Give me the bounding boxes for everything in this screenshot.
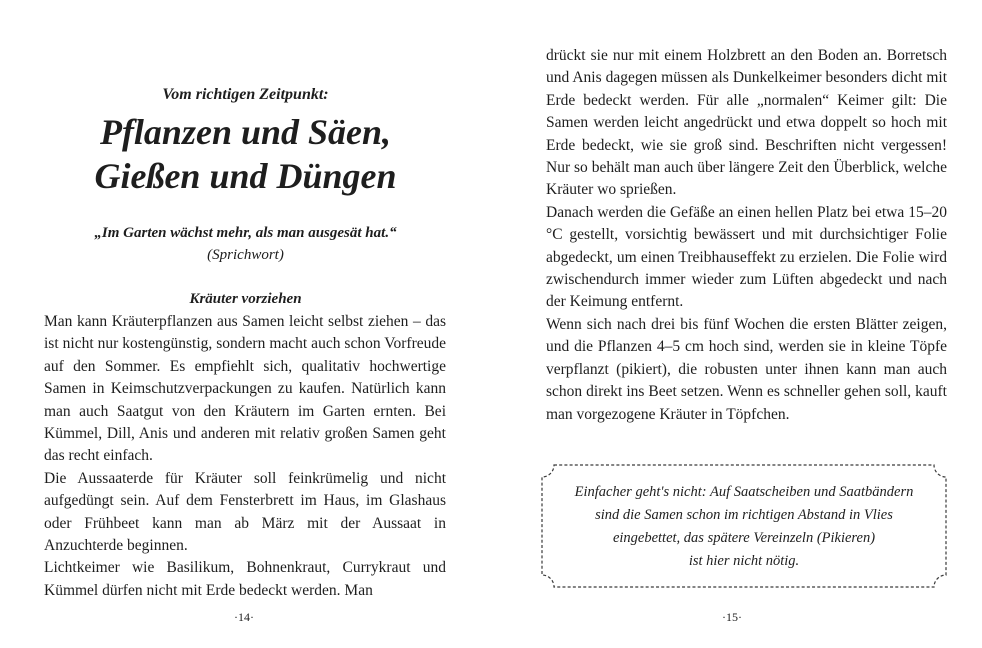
- tip-line: Einfacher geht's nicht: Auf Saatscheiben und Saatbändern: [574, 484, 914, 500]
- right-page: [491, 0, 982, 648]
- tip-text: [550, 481, 938, 573]
- chapter-subtitle: Vom richtigen Zeitpunkt:: [162, 86, 329, 103]
- tip-line: eingebettet, das spätere Vereinzeln (Pikieren): [612, 530, 876, 546]
- chapter-title-line-2: Gießen und Düngen: [94, 156, 397, 196]
- page-number: ·14·: [234, 610, 254, 624]
- tip-line: sind die Samen schon im richtigen Abstand in Vlies: [595, 507, 893, 523]
- paragraph: Man kann Kräuterpflanzen aus Samen leicht selbst ziehen – das ist nicht nur kostengünstig, sondern macht auch schon Vorfreude auf den Sommer. Es empfiehlt sich, qualitativ hochwertige Samen in Keimschutzverpackungen zu kaufen. Natürlich kann man auch Saatgut von den Kräutern im Garten ernten. Bei Kümmel, Dill, Anis und anderen mit relativ großen Samen geht das recht einfach.: [44, 313, 446, 465]
- paragraph: Lichtkeimer wie Basilikum, Bohnenkraut, Currykraut und Kümmel dürfen nicht mit Erde bedeckt werden. Man: [44, 559, 446, 599]
- chapter-title: [0, 110, 491, 198]
- tip-line: ist hier nicht nötig.: [688, 553, 800, 569]
- section-heading: Kräuter vorziehen: [189, 291, 302, 307]
- motto-quote: „Im Garten wächst mehr, als man ausgesät hat.“: [94, 225, 397, 241]
- right-body-text: [546, 45, 947, 426]
- paragraph: Danach werden die Gefäße an einen hellen Platz bei etwa 15–20 °C gestellt, vorsichtig bewässert und mit durchsichtiger Folie abgedeckt, um einen Treibhauseffekt zu erzielen. Die Folie wird zwischendurch immer wieder zum Lüften abgedeckt und nach der Keimung entfernt.: [546, 203, 947, 311]
- chapter-title-line-1: Pflanzen und Säen,: [99, 112, 392, 152]
- paragraph: Die Aussaaterde für Kräuter soll feinkrümelig und nicht aufgedüngt sein. Auf dem Fensterbrett im Haus, im Glashaus oder Frühbeet kann man ab März mit der Aussaat in Anzuchterde beginnen.: [44, 469, 446, 555]
- tip-box: [540, 463, 948, 589]
- paragraph: drückt sie nur mit einem Holzbrett an den Boden an. Borretsch und Anis dagegen müssen als Dunkelkeimer besonders dicht mit Erde bedeckt werden. Für alle „normalen“ Keimer gilt: Die Samen werden leicht angedrückt und etwa doppelt so hoch mit Erde bedeckt, wie sie groß sind. Beschriften nicht vergessen! Nur so behält man auch über längere Zeit den Überblick, welche Kräuter wo sprießen.: [546, 47, 947, 199]
- page-number: ·15·: [722, 610, 742, 624]
- paragraph: Wenn sich nach drei bis fünf Wochen die ersten Blätter zeigen, und die Pflanzen 4–5 cm hoch sind, werden sie in kleine Töpfe verpflanzt (pikiert), die robusten unter ihnen kann man auch schon direkt ins Beet setzen. Wenn es schneller gehen soll, kauft man vorgezogene Kräuter in Töpfchen.: [546, 315, 947, 423]
- left-body-text: [44, 311, 446, 602]
- motto-source: (Sprichwort): [207, 247, 284, 263]
